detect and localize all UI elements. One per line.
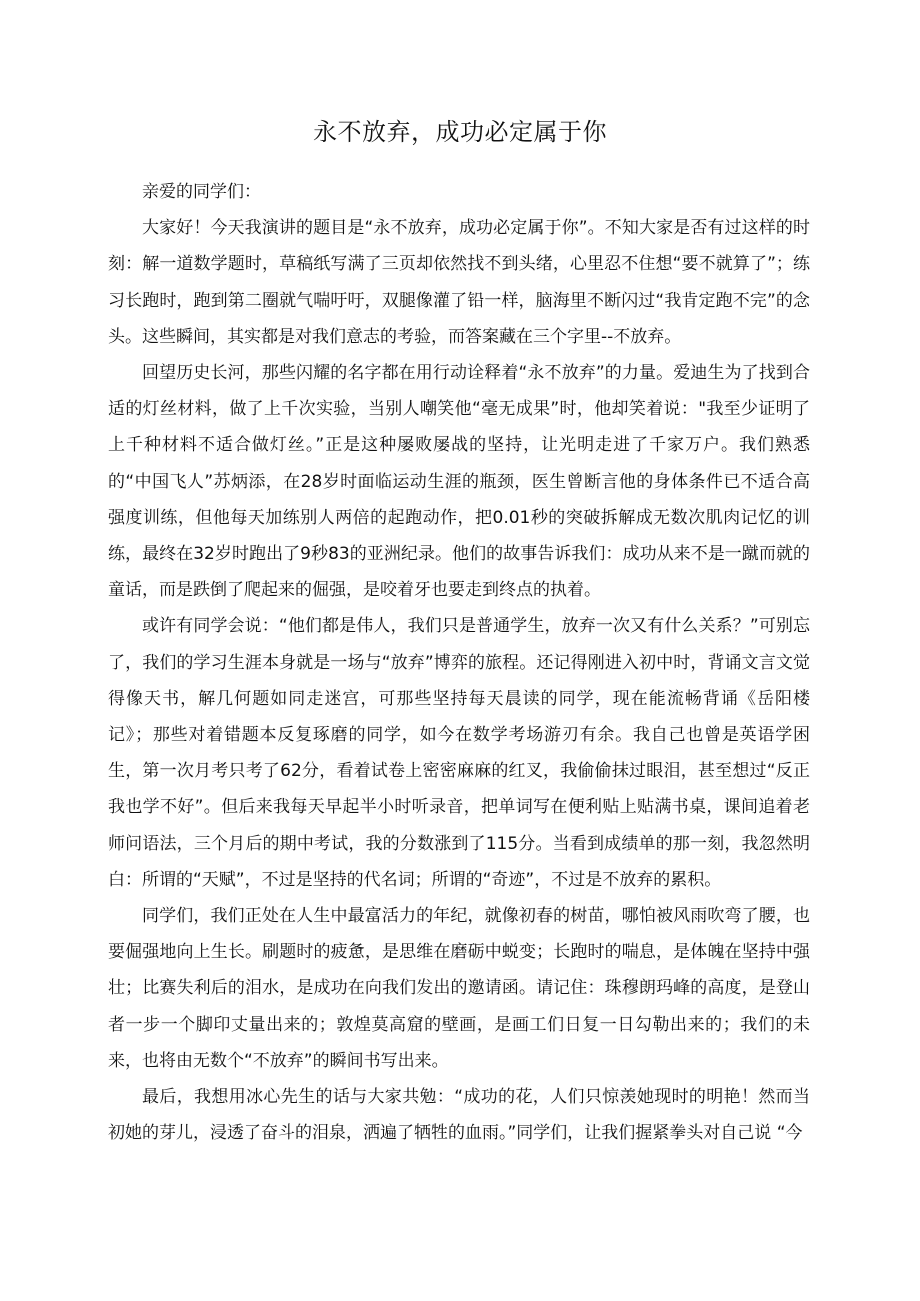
- body-paragraph: 同学们，我们正处在人生中最富活力的年纪，就像初春的树苗，哪怕被风雨吹弯了腰，也要倔强地向上生长。刷题时的疲惫，是思维在磨砺中蜕变；长跑时的喘息，是体魄在坚持中强壮；比赛失利后的泪水，是成功在向我们发出的邀请函。请记住：珠穆朗玛峰的高度，是登山者一步一个脚印丈量出来的；敦煌莫高窟的壁画，是画工们日复一日勾勒出来的；我们的未来，也将由无数个“不放弃”的瞬间书写出来。: [108, 906, 810, 1071]
- body-paragraph: 回望历史长河，那些闪耀的名字都在用行动诠释着“永不放弃”的力量。爱迪生为了找到合适的灯丝材料，做了上千次实验，当别人嘲笑他“毫无成果”时，他却笑着说："我至少证明了上千种材料不适合做灯丝。”正是这种屡败屡战的坚持，让光明走进了千家万户。我们熟悉的“中国飞人”苏炳添，在28岁时面临运动生涯的瓶颈，医生曾断言他的身体条件已不适合高强度训练，但他每天加练别人两倍的起跑动作，把0.01秒的突破拆解成无数次肌肉记忆的训练，最终在32岁时跑出了9秒83的亚洲纪录。他们的故事告诉我们：成功从来不是一蹴而就的童话，而是跌倒了爬起来的倔强，是咬着牙也要走到终点的执着。: [108, 363, 810, 601]
- body-paragraph: 或许有同学会说：“他们都是伟人，我们只是普通学生，放弃一次又有什么关系？”可别忘了，我们的学习生涯本身就是一场与“放弃”博弈的旅程。还记得刚进入初中时，背诵文言文觉得像天书，解几何题如同走迷宫，可那些坚持每天晨读的同学，现在能流畅背诵《岳阳楼记》；那些对着错题本反复琢磨的同学，如今在数学考场游刃有余。我自己也曾是英语学困生，第一次月考只考了62分，看着试卷上密密麻麻的红叉，我偷偷抹过眼泪，甚至想过“反正我也学不好”。但后来我每天早起半小时听录音，把单词写在便利贴上贴满书桌，课间追着老师问语法，三个月后的期中考试，我的分数涨到了115分。当看到成绩单的那一刻，我忽然明白：所谓的“天赋”，不过是坚持的代名词；所谓的“奇迹”，不过是不放弃的累积。: [108, 616, 810, 890]
- body-paragraph: 大家好！今天我演讲的题目是“永不放弃，成功必定属于你”。不知大家是否有过这样的时刻：解一道数学题时，草稿纸写满了三页却依然找不到头绪，心里忍不住想“要不就算了”；练习长跑时，跑到第二圈就气喘吁吁，双腿像灌了铅一样，脑海里不断闪过“我肯定跑不完”的念头。这些瞬间，其实都是对我们意志的考验，而答案藏在三个字里--不放弃。: [108, 218, 810, 347]
- document-title: 永不放弃，成功必定属于你: [313, 118, 607, 146]
- salutation-paragraph: 亲爱的同学们：: [142, 182, 261, 202]
- body-paragraph: 最后，我想用冰心先生的话与大家共勉：“成功的花，人们只惊羡她现时的明艳！然而当初她的芽儿，浸透了奋斗的泪泉，洒遍了牺牲的血雨。”同学们，让我们握紧拳头对自己说 “今: [108, 1087, 810, 1144]
- document-body: [108, 174, 810, 1151]
